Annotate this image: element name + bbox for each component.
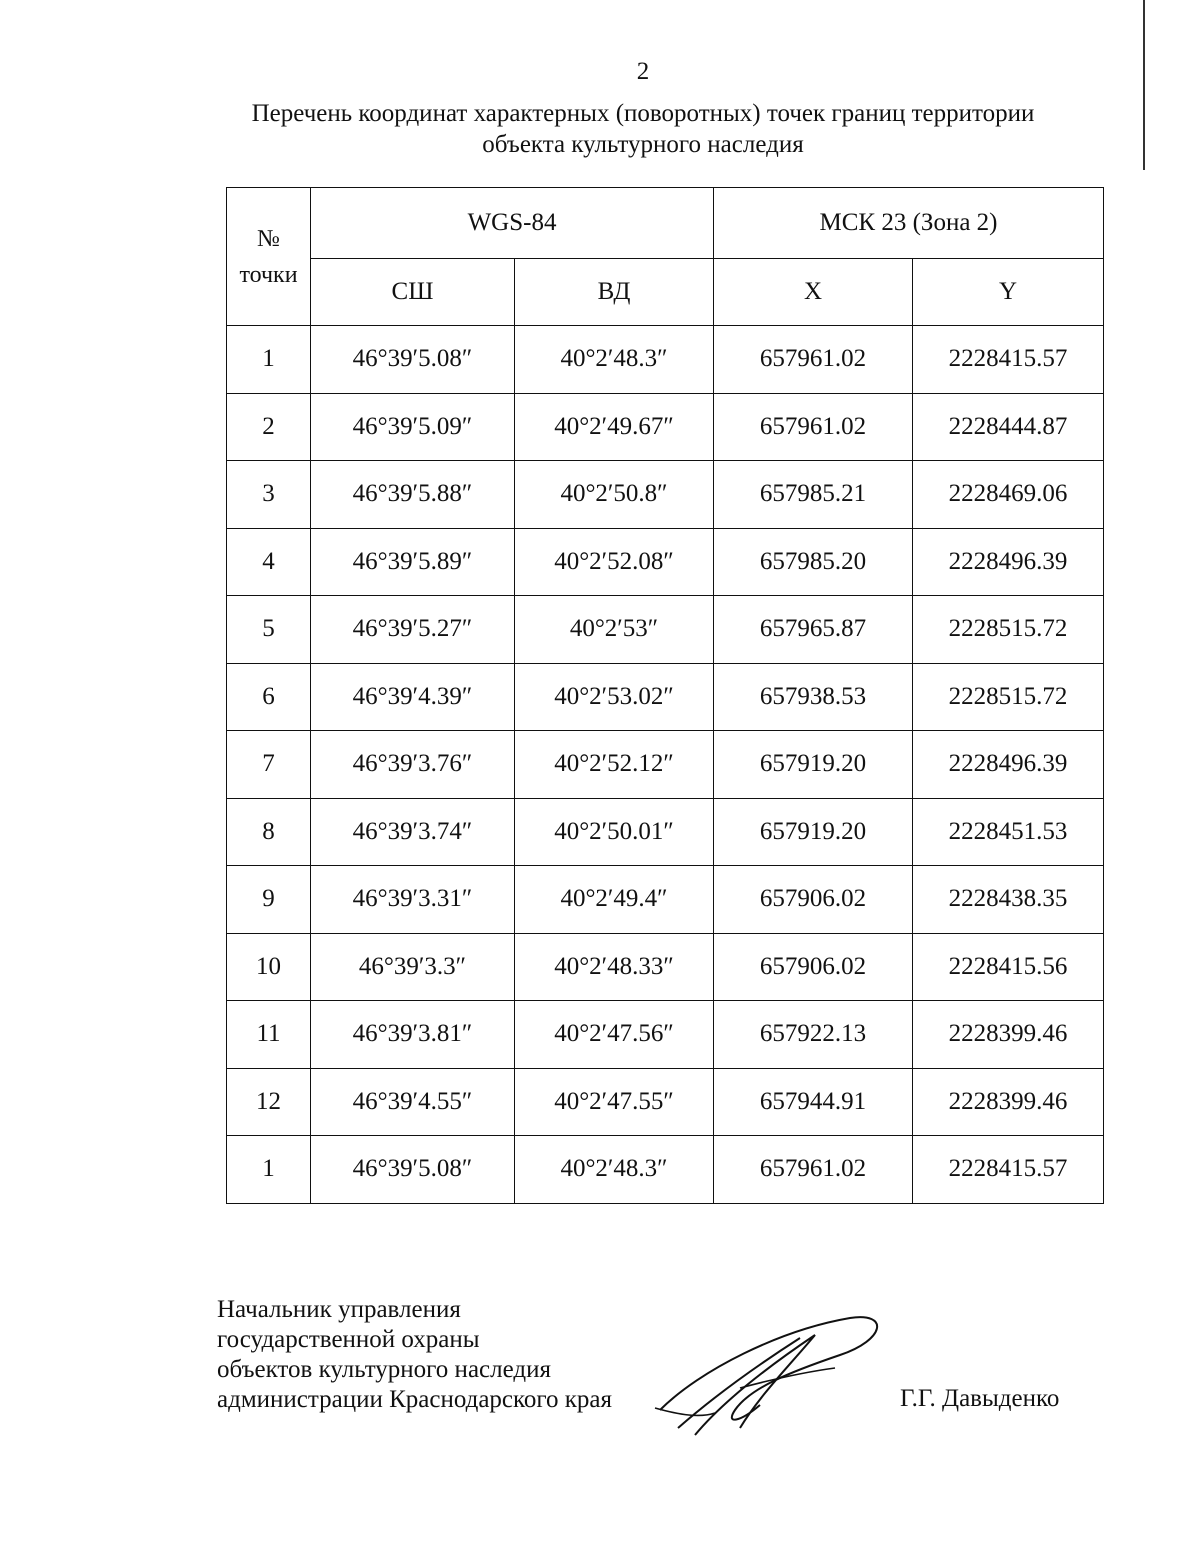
table-row — [227, 326, 1104, 394]
document-title — [200, 98, 1086, 160]
header-x: X — [714, 259, 913, 326]
cell-latitude: 46°39′3.3″ — [311, 933, 515, 1001]
cell-x: 657944.91 — [714, 1068, 913, 1136]
cell-latitude: 46°39′4.55″ — [311, 1068, 515, 1136]
cell-x: 657938.53 — [714, 663, 913, 731]
cell-x: 657919.20 — [714, 731, 913, 799]
position-line-1: Начальник управления — [217, 1296, 461, 1323]
cell-longitude: 40°2′52.12″ — [515, 731, 714, 799]
cell-latitude: 46°39′5.89″ — [311, 528, 515, 596]
cell-point-number: 7 — [227, 731, 311, 799]
cell-y: 2228399.46 — [913, 1001, 1104, 1069]
cell-latitude: 46°39′5.88″ — [311, 461, 515, 529]
cell-point-number: 8 — [227, 798, 311, 866]
handwritten-signature — [640, 1310, 900, 1450]
cell-x: 657965.87 — [714, 596, 913, 664]
page-number: 2 — [636, 58, 650, 85]
cell-x: 657961.02 — [714, 393, 913, 461]
cell-point-number: 10 — [227, 933, 311, 1001]
cell-latitude: 46°39′3.74″ — [311, 798, 515, 866]
position-line-3: объектов культурного наследия — [217, 1356, 551, 1383]
cell-latitude: 46°39′3.31″ — [311, 866, 515, 934]
table-row — [227, 1001, 1104, 1069]
table-row — [227, 1068, 1104, 1136]
title-line-2: объекта культурного наследия — [482, 131, 804, 158]
cell-point-number: 6 — [227, 663, 311, 731]
table-row — [227, 528, 1104, 596]
cell-longitude: 40°2′53″ — [515, 596, 714, 664]
cell-point-number: 4 — [227, 528, 311, 596]
cell-latitude: 46°39′5.08″ — [311, 326, 515, 394]
cell-point-number: 2 — [227, 393, 311, 461]
header-wgs84: WGS-84 — [311, 188, 714, 259]
position-line-2: государственной охраны — [217, 1326, 480, 1353]
cell-point-number: 11 — [227, 1001, 311, 1069]
cell-y: 2228515.72 — [913, 596, 1104, 664]
cell-point-number: 1 — [227, 1136, 311, 1204]
cell-point-number: 3 — [227, 461, 311, 529]
coordinates-table — [226, 187, 1104, 1204]
cell-x: 657985.20 — [714, 528, 913, 596]
cell-longitude: 40°2′53.02″ — [515, 663, 714, 731]
cell-x: 657985.21 — [714, 461, 913, 529]
cell-y: 2228415.57 — [913, 1136, 1104, 1204]
cell-x: 657961.02 — [714, 1136, 913, 1204]
cell-y: 2228438.35 — [913, 866, 1104, 934]
cell-latitude: 46°39′5.27″ — [311, 596, 515, 664]
cell-y: 2228415.56 — [913, 933, 1104, 1001]
table-row — [227, 866, 1104, 934]
cell-longitude: 40°2′47.56″ — [515, 1001, 714, 1069]
cell-y: 2228415.57 — [913, 326, 1104, 394]
cell-longitude: 40°2′52.08″ — [515, 528, 714, 596]
title-line-1: Перечень координат характерных (поворотных) точек границ территории — [251, 100, 1035, 127]
cell-longitude: 40°2′50.8″ — [515, 461, 714, 529]
cell-longitude: 40°2′50.01″ — [515, 798, 714, 866]
header-point-number-sign: № — [257, 225, 280, 252]
cell-y: 2228444.87 — [913, 393, 1104, 461]
cell-latitude: 46°39′3.81″ — [311, 1001, 515, 1069]
table-row — [227, 798, 1104, 866]
cell-longitude: 40°2′48.33″ — [515, 933, 714, 1001]
cell-x: 657961.02 — [714, 326, 913, 394]
cell-latitude: 46°39′5.09″ — [311, 393, 515, 461]
cell-y: 2228469.06 — [913, 461, 1104, 529]
table-row — [227, 933, 1104, 1001]
cell-point-number: 1 — [227, 326, 311, 394]
cell-x: 657906.02 — [714, 933, 913, 1001]
cell-point-number: 9 — [227, 866, 311, 934]
position-line-4: администрации Краснодарского края — [217, 1386, 613, 1413]
cell-y: 2228496.39 — [913, 528, 1104, 596]
cell-y: 2228496.39 — [913, 731, 1104, 799]
signatory-position — [217, 1295, 612, 1415]
cell-longitude: 40°2′49.67″ — [515, 393, 714, 461]
cell-latitude: 46°39′5.08″ — [311, 1136, 515, 1204]
cell-y: 2228451.53 — [913, 798, 1104, 866]
header-y: Y — [913, 259, 1104, 326]
cell-point-number: 5 — [227, 596, 311, 664]
cell-x: 657906.02 — [714, 866, 913, 934]
cell-latitude: 46°39′3.76″ — [311, 731, 515, 799]
cell-longitude: 40°2′48.3″ — [515, 326, 714, 394]
table-row — [227, 393, 1104, 461]
cell-longitude: 40°2′48.3″ — [515, 1136, 714, 1204]
table-row — [227, 461, 1104, 529]
cell-point-number: 12 — [227, 1068, 311, 1136]
header-longitude: ВД — [515, 259, 714, 326]
cell-y: 2228399.46 — [913, 1068, 1104, 1136]
table-row — [227, 596, 1104, 664]
table-row — [227, 731, 1104, 799]
cell-longitude: 40°2′49.4″ — [515, 866, 714, 934]
cell-x: 657919.20 — [714, 798, 913, 866]
table-row — [227, 1136, 1104, 1204]
header-msk23: МСК 23 (Зона 2) — [714, 188, 1104, 259]
signer-name: Г.Г. Давыденко — [900, 1385, 1060, 1412]
cell-longitude: 40°2′47.55″ — [515, 1068, 714, 1136]
cell-y: 2228515.72 — [913, 663, 1104, 731]
cell-latitude: 46°39′4.39″ — [311, 663, 515, 731]
coordinates-table-body — [227, 326, 1104, 1204]
header-point-number — [227, 188, 311, 326]
header-point-number-word: точки — [239, 261, 298, 288]
cell-x: 657922.13 — [714, 1001, 913, 1069]
table-row — [227, 663, 1104, 731]
header-latitude: СШ — [311, 259, 515, 326]
